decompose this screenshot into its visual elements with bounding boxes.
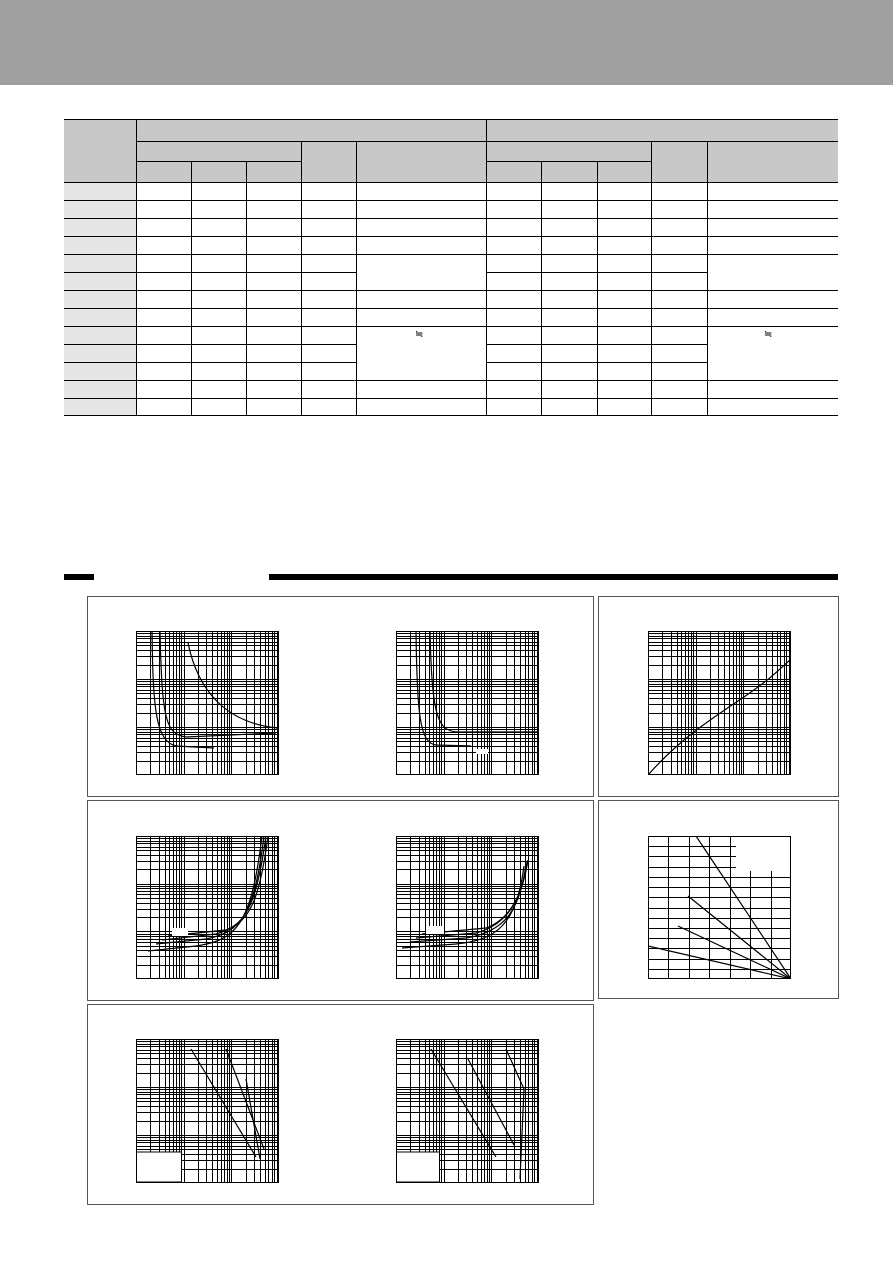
approx-equal-symbol-left: ≒	[415, 329, 424, 340]
graph-7	[136, 1039, 279, 1183]
graph-4	[136, 836, 279, 979]
graph-5	[396, 836, 539, 979]
specification-table	[64, 119, 838, 416]
graph-2	[396, 631, 539, 775]
graph-6	[648, 836, 791, 979]
graph-8	[396, 1039, 539, 1183]
header-band	[0, 0, 893, 85]
graph-3	[648, 631, 791, 775]
section-rule-left	[64, 574, 94, 580]
section-rule-right	[269, 574, 838, 580]
graph-1	[136, 631, 279, 775]
approx-equal-symbol-right: ≒	[764, 329, 773, 340]
